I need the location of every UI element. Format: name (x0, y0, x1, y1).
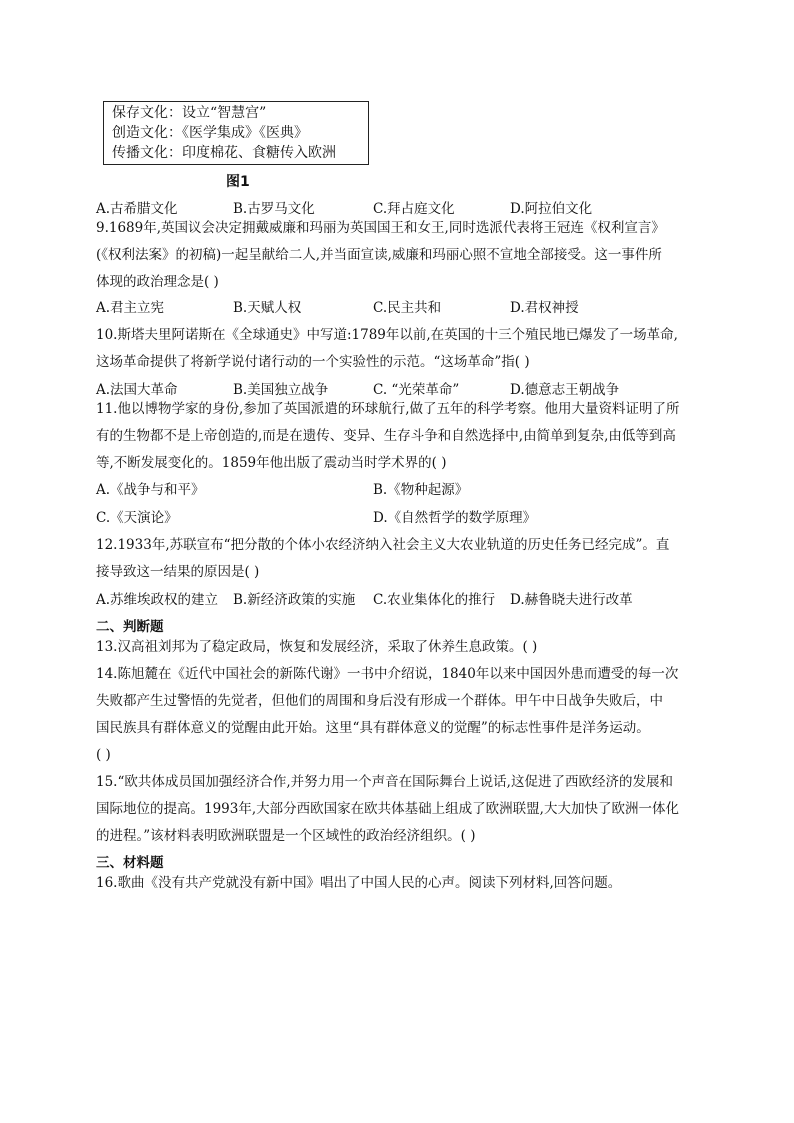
q10-line: 10.斯塔夫里阿诺斯在《全球通史》中写道:1789年以前,在英国的十三个殖民地已爆发了一场革命, (96, 327, 678, 343)
figure-line: 保存文化：设立“智慧宫” (112, 105, 267, 121)
q12-line: 接导致这一结果的原因是( ) (96, 564, 260, 580)
figure-line: 创造文化：《医学集成》《医典》 (112, 125, 308, 141)
section-title-judgment: 二、判断题 (96, 619, 164, 635)
q14-line: ( ) (96, 747, 111, 763)
q11-option-b[interactable]: B.《物种起源》 (373, 482, 469, 498)
q13-text: 13.汉高祖刘邦为了稳定政局，恢复和发展经济，采取了休养生息政策。( ) (96, 639, 538, 655)
q10-option-c[interactable]: C. “光荣革命” (373, 382, 460, 398)
q9-option-b[interactable]: B.天赋人权 (233, 300, 302, 316)
q8-option-a[interactable]: A.古希腊文化 (96, 201, 178, 217)
q11-line: 11.他以博物学家的身份,参加了英国派遣的环球航行,做了五年的科学考察。他用大量资料证明了所 (96, 401, 680, 417)
q9-line: 9.1689年,英国议会决定拥戴威廉和玛丽为英国国王和女王,同时选派代表将王冠连《权利宣言》 (96, 220, 665, 236)
q16-text: 16.歌曲《没有共产党就没有新中国》唱出了中国人民的心声。阅读下列材料,回答问题。 (96, 875, 622, 891)
q11-option-c[interactable]: C.《天演论》 (96, 510, 178, 526)
section-title-material: 三、材料题 (96, 855, 164, 871)
q9-line: 体现的政治理念是( ) (96, 274, 219, 290)
q8-option-b[interactable]: B.古罗马文化 (233, 201, 315, 217)
q11-option-d[interactable]: D.《自然哲学的数学原理》 (373, 510, 537, 526)
q11-line: 有的生物都不是上帝创造的,而是在遗传、变异、生存斗争和自然选择中,由简单到复杂,由低等到高 (96, 428, 676, 444)
q15-line: 15.“欧共体成员国加强经济合作,并努力用一个声音在国际舞台上说话,这促进了西欧经济的发展和 (96, 774, 673, 790)
q10-option-a[interactable]: A.法国大革命 (96, 382, 178, 398)
q8-option-d[interactable]: D.阿拉伯文化 (510, 201, 593, 217)
q12-option-b[interactable]: B.新经济政策的实施 (233, 592, 356, 608)
q10-option-d[interactable]: D.德意志王朝战争 (510, 382, 620, 398)
q14-line: 14.陈旭麓在《近代中国社会的新陈代谢》一书中介绍说，1840年以来中国因外患而遭受的每一次 (96, 666, 679, 682)
q9-line: (《权利法案》的初稿)一起呈献给二人,并当面宣读,威廉和玛丽心照不宣地全部接受。这一事件所 (96, 247, 662, 263)
q10-option-b[interactable]: B.美国独立战争 (233, 382, 329, 398)
q14-line: 国民族具有群体意义的觉醒由此开始。这里“具有群体意义的觉醒”的标志性事件是洋务运动。 (96, 720, 650, 736)
q8-option-c[interactable]: C.拜占庭文化 (373, 201, 455, 217)
q9-option-c[interactable]: C.民主共和 (373, 300, 442, 316)
figure-caption: 图1 (226, 174, 250, 190)
q10-line: 这场革命提供了将新学说付诸行动的一个实验性的示范。“这场革命”指( ) (96, 354, 530, 370)
q15-line: 国际地位的提高。1993年,大部分西欧国家在欧共体基础上组成了欧洲联盟,大大加快了欧洲一体化 (96, 801, 679, 817)
q9-option-a[interactable]: A.君主立宪 (96, 300, 165, 316)
q11-line: 等,不断发展变化的。1859年他出版了震动当时学术界的( ) (96, 455, 447, 471)
q12-option-a[interactable]: A.苏维埃政权的建立 (96, 592, 219, 608)
q11-option-a[interactable]: A.《战争与和平》 (96, 482, 205, 498)
figure-1-box (103, 101, 369, 165)
q12-option-c[interactable]: C.农业集体化的推行 (373, 592, 496, 608)
q12-option-d[interactable]: D.赫鲁晓夫进行改革 (510, 592, 633, 608)
q14-line: 失败都产生过警悟的先觉者，但他们的周围和身后没有形成一个群体。甲午中日战争失败后，中 (96, 693, 663, 709)
q9-option-d[interactable]: D.君权神授 (510, 300, 579, 316)
figure-line: 传播文化：印度棉花、食糖传入欧洲 (112, 145, 336, 161)
q15-line: 的进程。”该材料表明欧洲联盟是一个区域性的政治经济组织。( ) (96, 828, 476, 844)
q12-line: 12.1933年,苏联宣布“把分散的个体小农经济纳入社会主义大农业轨道的历史任务已经完成”。直 (96, 537, 670, 553)
